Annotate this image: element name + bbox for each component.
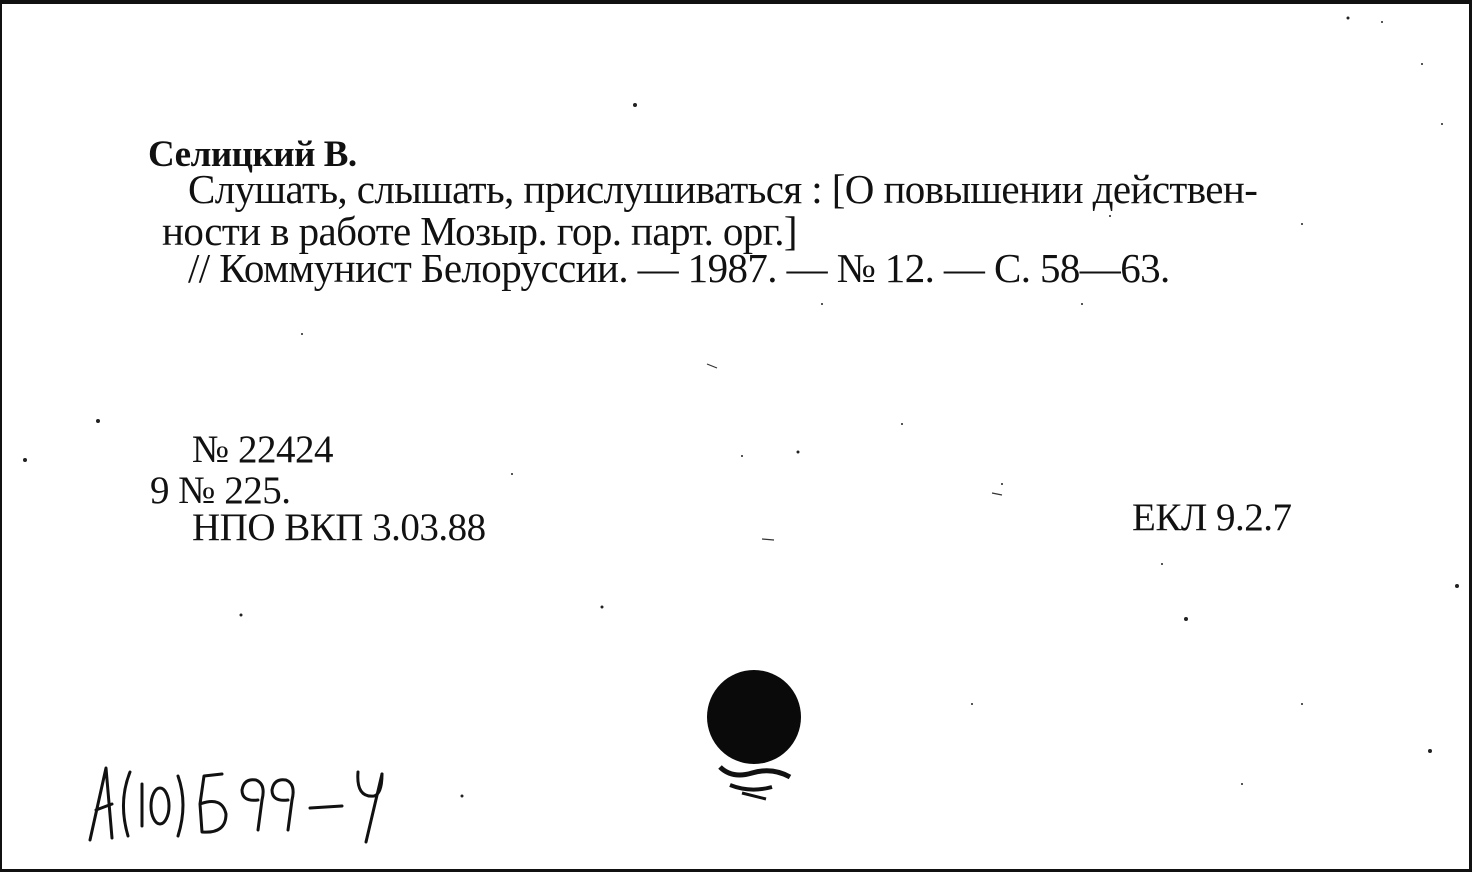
card-source: // Коммунист Белоруссии. — 1987. — № 12. — С. 58—63. bbox=[188, 245, 1170, 291]
card-title-line-1: Слушать, слышать, прислушиваться : [О повышении действен- bbox=[188, 166, 1258, 212]
card-author: Селицкий В. bbox=[148, 134, 357, 175]
card-record-number: № 22424 bbox=[192, 428, 333, 471]
punch-hole bbox=[702, 669, 812, 809]
card-issue-number: 9 № 225. bbox=[150, 469, 291, 512]
card-title-line-2: ности в работе Мозыр. гор. парт. орг.] bbox=[162, 208, 797, 254]
card-classification: ЕКЛ 9.2.7 bbox=[1132, 496, 1292, 539]
handwritten-shelfmark bbox=[82, 754, 462, 854]
card-publisher-date: НПО ВКП 3.03.88 bbox=[192, 506, 486, 549]
